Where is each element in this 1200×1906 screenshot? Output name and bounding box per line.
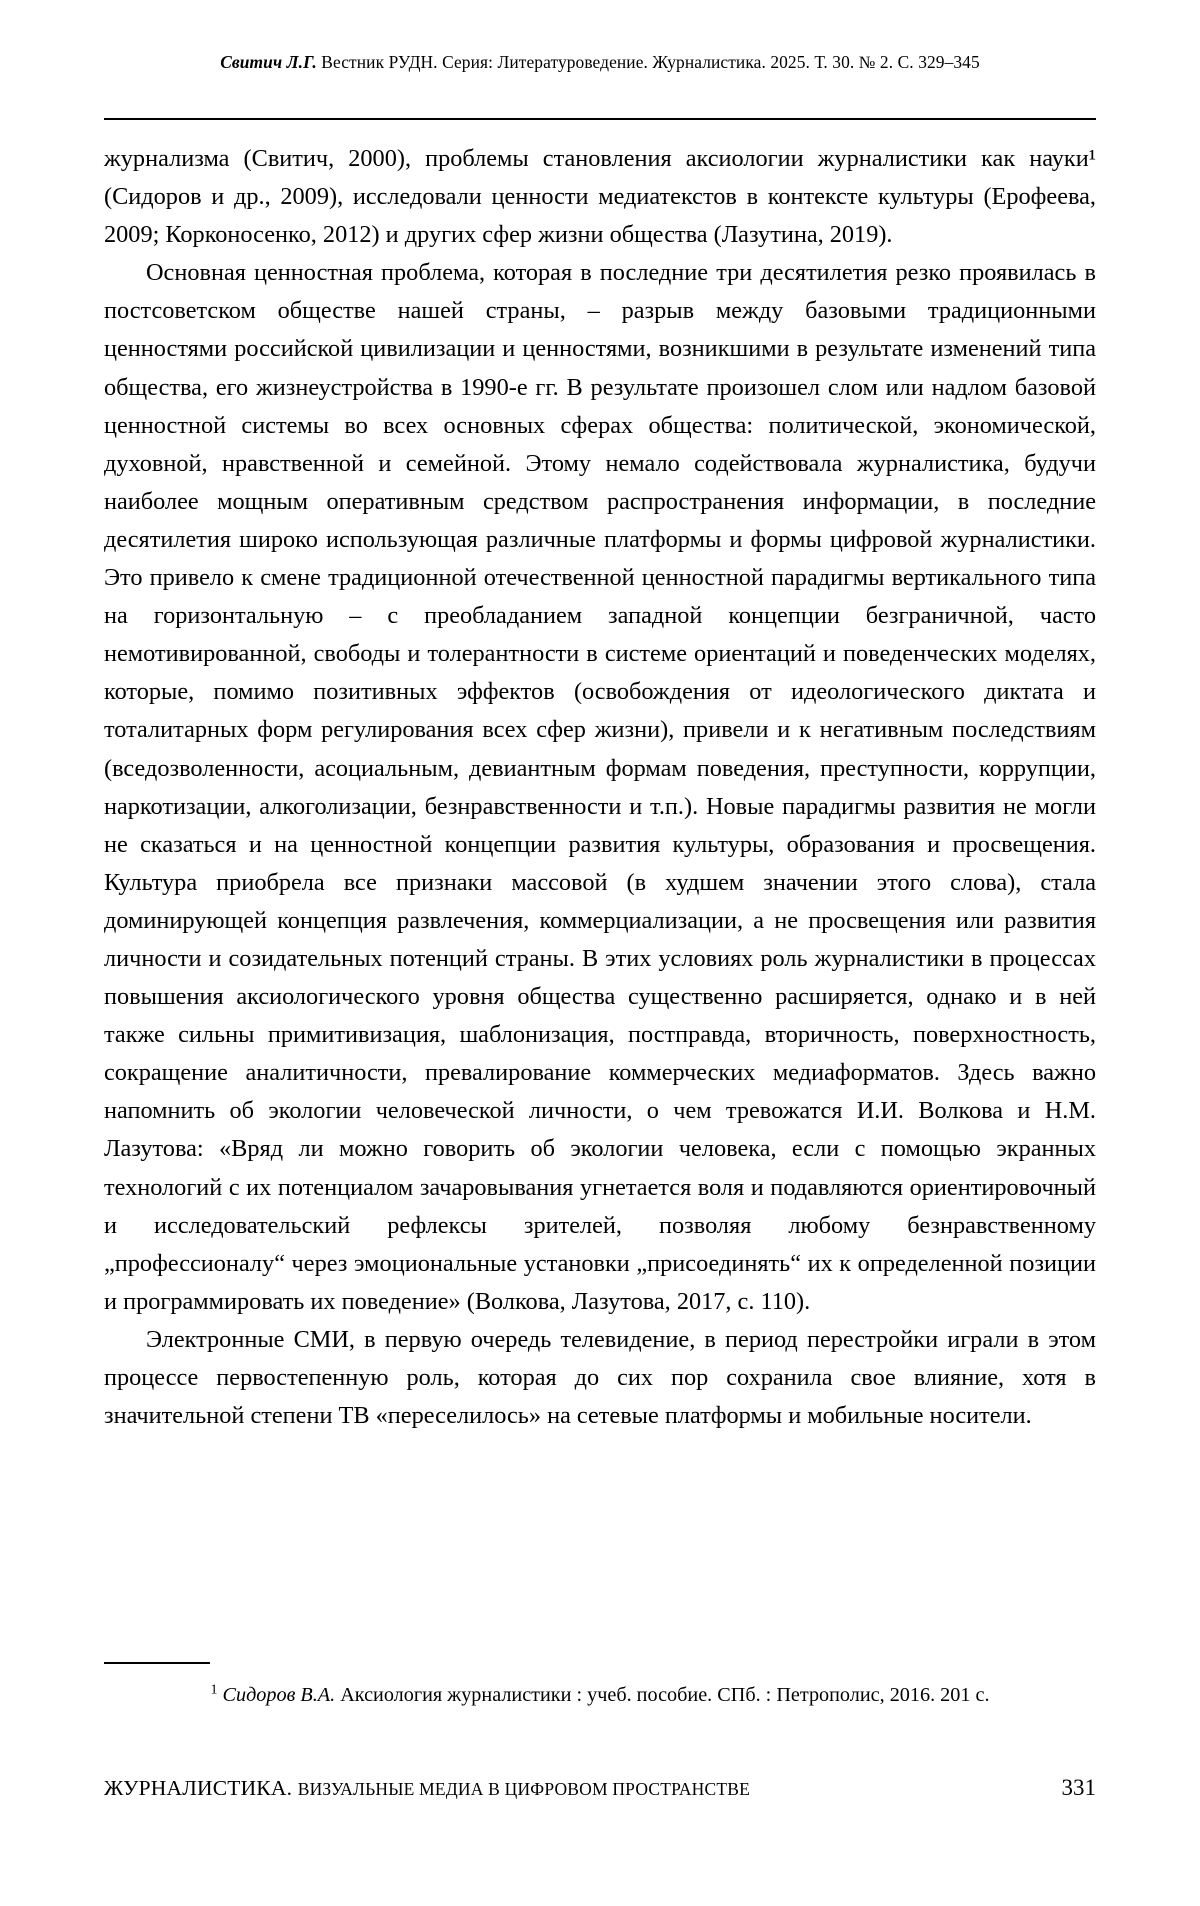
page-number: 331 xyxy=(1061,1775,1096,1800)
running-head xyxy=(104,52,1096,73)
footnote-text: Аксиология журналистики : учеб. пособие. СПб. : Петрополис, 2016. 201 с. xyxy=(335,1684,990,1706)
footnote xyxy=(104,1680,1096,1710)
paragraph-continuation: журнализма (Свитич, 2000), проблемы становления аксиологии журналистики как науки¹ (Сидоров и др., 2009), исследовали ценности медиатекстов в контексте культуры (Ерофеева, 2009; Корконосенко, 2012) и других сфер жизни общества (Лазутина, 2019). xyxy=(104,145,1096,249)
footer-section-title xyxy=(104,1776,750,1801)
body-column xyxy=(104,140,1096,1435)
page-footer xyxy=(104,1775,1096,1801)
footnote-author: Сидоров В.А. xyxy=(217,1684,336,1706)
paragraph-closing: Электронные СМИ, в первую очередь телевидение, в период перестройки играли в этом процессе первостепенную роль, которая до сих пор сохранила свое влияние, хотя в значительной степени ТВ «переселилось» на сетевые платформы и мобильные носители. xyxy=(104,1325,1096,1430)
running-head-author: Свитич Л.Г. xyxy=(220,52,317,72)
header-rule xyxy=(104,118,1096,120)
footer-section-part-two: ВИЗУАЛЬНЫЕ МЕДИА В ЦИФРОВОМ ПРОСТРАНСТВЕ xyxy=(297,1779,751,1799)
footer-section-part-one: ЖУРНАЛИСТИКА. xyxy=(104,1776,298,1800)
running-head-citation: Вестник РУДН. Серия: Литературоведение. Журналистика. 2025. Т. 30. № 2. С. 329–345 xyxy=(316,52,980,72)
footnote-marker: 1 xyxy=(210,1682,218,1698)
footnote-rule xyxy=(104,1662,210,1664)
paragraph-main: Основная ценностная проблема, которая в последние три десятилетия резко проявилась в постсоветском обществе нашей страны, – разрыв между базовыми традиционными ценностями российской цивилизации и ценностями, возникшими в результате изменений типа общества, его жизнеустройства в 1990-е гг. В результате произошел слом или надлом базовой ценностной системы во всех основных сферах общества: политической, экономической, духовной, нравственной и семейной. Этому немало содействовала журналистика, будучи наиболее мощным оперативным средством распространения информации, в последние десятилетия широко использующая различные платформы и формы цифровой журналистики. Это привело к смене традиционной отечественной ценностной парадигмы вертикального типа на горизонтальную – с преобладанием западной концепции безграничной, часто немотивированной, свободы и толерантности в системе ориентаций и поведенческих моделях, которые, помимо позитивных эффектов (освобождения от идеологического диктата и тоталитарных форм регулирования всех сфер жизни), привели и к негативным последствиям (вседозволенности, асоциальным, девиантным формам поведения, преступности, коррупции, наркотизации, алкоголизации, безнравственности и т.п.). Новые парадигмы развития не могли не сказаться и на ценностной концепции развития культуры, образования и просвещения. Культура приобрела все признаки массовой (в худшем значении этого слова), стала доминирующей концепция развлечения, коммерциализации, а не просвещения или развития личности и созидательных потенций страны. В этих условиях роль журналистики в процессах повышения аксиологического уровня общества существенно расширяется, однако и в ней также сильны примитивизация, шаблонизация, постправда, вторичность, поверхностность, сокращение аналитичности, превалирование коммерческих медиаформатов. Здесь важно напомнить об экологии человеческой личности, о чем тревожатся И.И. Волкова и Н.М. Лазутова: «Вряд ли можно говорить об экологии человека, если с помощью экранных технологий с их потенциалом зачаровывания угнетается воля и подавляются ориентировочный и исследовательский рефлексы зрителей, позволяя любому безнравственному „профессионалу“ через эмоциональные установки „присоединять“ их к определенной позиции и программировать их поведение» (Волкова, Лазутова, 2017, с. 110). xyxy=(104,259,1096,1315)
